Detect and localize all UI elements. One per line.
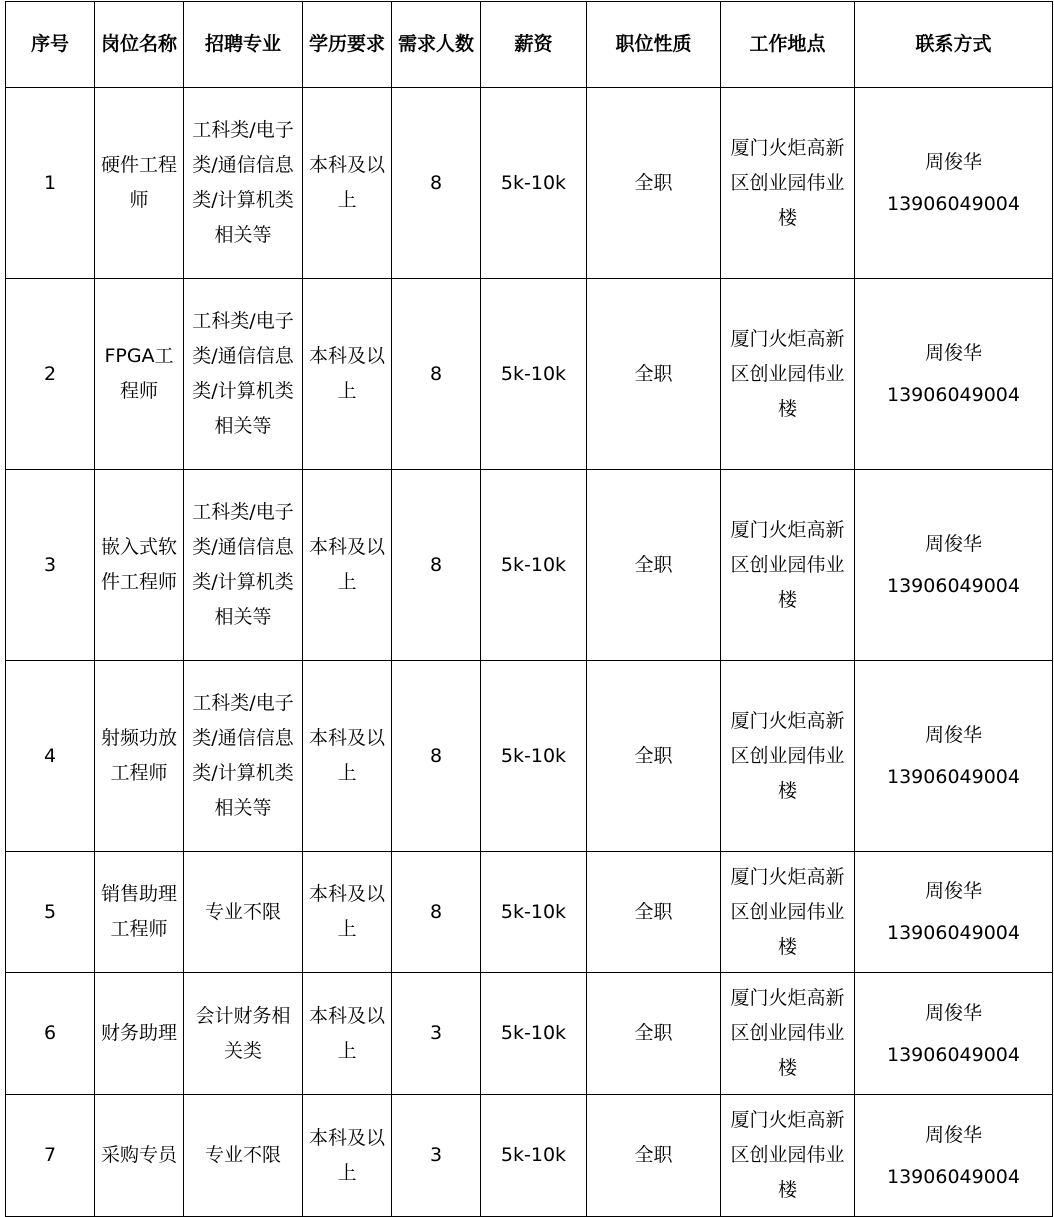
row-education: 本科及以上 xyxy=(303,1095,392,1217)
row-position: 射频功放工程师 xyxy=(95,661,184,852)
header-row xyxy=(6,2,1053,88)
contact-phone: 13906049004 xyxy=(887,1165,1020,1188)
row-job-type: 全职 xyxy=(587,1095,721,1217)
row-position: 嵌入式软件工程师 xyxy=(95,470,184,661)
table-row xyxy=(6,88,1053,279)
table-row xyxy=(6,279,1053,470)
header-education: 学历要求 xyxy=(303,2,392,88)
row-position: 硬件工程师 xyxy=(95,88,184,279)
row-position: 财务助理 xyxy=(95,973,184,1095)
contact-name: 周俊华 xyxy=(924,724,982,746)
row-salary: 5k-10k xyxy=(481,852,587,973)
row-location: 厦门火炬高新区创业园伟业楼 xyxy=(721,973,855,1095)
row-contact xyxy=(855,973,1053,1095)
row-count: 8 xyxy=(392,852,481,973)
contact-phone: 13906049004 xyxy=(887,575,1020,597)
table-row xyxy=(6,1095,1053,1217)
row-salary: 5k-10k xyxy=(481,1095,587,1217)
row-location: 厦门火炬高新区创业园伟业楼 xyxy=(721,1095,855,1217)
row-salary: 5k-10k xyxy=(481,470,587,661)
row-count: 8 xyxy=(392,88,481,279)
row-major: 工科类/电子类/通信信息类/计算机类相关等 xyxy=(184,279,303,470)
row-location: 厦门火炬高新区创业园伟业楼 xyxy=(721,470,855,661)
header-major: 招聘专业 xyxy=(184,2,303,88)
row-education: 本科及以上 xyxy=(303,88,392,279)
row-major: 专业不限 xyxy=(184,1095,303,1217)
row-job-type: 全职 xyxy=(587,973,721,1095)
row-contact xyxy=(855,279,1053,470)
row-contact xyxy=(855,661,1053,852)
row-salary: 5k-10k xyxy=(481,279,587,470)
contact-name: 周俊华 xyxy=(924,1001,982,1024)
table-row xyxy=(6,661,1053,852)
header-location: 工作地点 xyxy=(721,2,855,88)
header-contact: 联系方式 xyxy=(855,2,1053,88)
row-education: 本科及以上 xyxy=(303,852,392,973)
row-location: 厦门火炬高新区创业园伟业楼 xyxy=(721,661,855,852)
contact-name: 周俊华 xyxy=(924,1123,982,1146)
header-no: 序号 xyxy=(6,2,95,88)
row-education: 本科及以上 xyxy=(303,973,392,1095)
row-job-type: 全职 xyxy=(587,279,721,470)
contact-phone: 13906049004 xyxy=(887,384,1020,406)
row-major: 工科类/电子类/通信信息类/计算机类相关等 xyxy=(184,661,303,852)
row-no: 2 xyxy=(6,279,95,470)
row-job-type: 全职 xyxy=(587,852,721,973)
row-job-type: 全职 xyxy=(587,88,721,279)
row-major: 工科类/电子类/通信信息类/计算机类相关等 xyxy=(184,470,303,661)
row-position: FPGA工程师 xyxy=(95,279,184,470)
row-no: 5 xyxy=(6,852,95,973)
row-major: 专业不限 xyxy=(184,852,303,973)
header-count: 需求人数 xyxy=(392,2,481,88)
row-count: 3 xyxy=(392,973,481,1095)
row-no: 4 xyxy=(6,661,95,852)
row-education: 本科及以上 xyxy=(303,661,392,852)
header-position: 岗位名称 xyxy=(95,2,184,88)
row-count: 8 xyxy=(392,470,481,661)
contact-phone: 13906049004 xyxy=(887,193,1020,215)
header-job-type: 职位性质 xyxy=(587,2,721,88)
row-count: 8 xyxy=(392,279,481,470)
row-no: 1 xyxy=(6,88,95,279)
row-salary: 5k-10k xyxy=(481,973,587,1095)
row-no: 7 xyxy=(6,1095,95,1217)
row-location: 厦门火炬高新区创业园伟业楼 xyxy=(721,88,855,279)
contact-name: 周俊华 xyxy=(924,880,982,902)
row-location: 厦门火炬高新区创业园伟业楼 xyxy=(721,852,855,973)
contact-name: 周俊华 xyxy=(924,533,982,555)
row-no: 3 xyxy=(6,470,95,661)
row-education: 本科及以上 xyxy=(303,279,392,470)
row-position: 采购专员 xyxy=(95,1095,184,1217)
row-major: 工科类/电子类/通信信息类/计算机类相关等 xyxy=(184,88,303,279)
row-major: 会计财务相关类 xyxy=(184,973,303,1095)
row-contact xyxy=(855,88,1053,279)
contact-phone: 13906049004 xyxy=(887,766,1020,788)
row-contact xyxy=(855,852,1053,973)
row-no: 6 xyxy=(6,973,95,1095)
contact-name: 周俊华 xyxy=(924,151,982,173)
row-contact xyxy=(855,1095,1053,1217)
table-row xyxy=(6,470,1053,661)
row-job-type: 全职 xyxy=(587,470,721,661)
row-contact xyxy=(855,470,1053,661)
recruitment-table xyxy=(5,1,1053,1217)
row-location: 厦门火炬高新区创业园伟业楼 xyxy=(721,279,855,470)
row-position: 销售助理工程师 xyxy=(95,852,184,973)
row-count: 3 xyxy=(392,1095,481,1217)
row-education: 本科及以上 xyxy=(303,470,392,661)
row-salary: 5k-10k xyxy=(481,88,587,279)
row-count: 8 xyxy=(392,661,481,852)
contact-name: 周俊华 xyxy=(924,342,982,364)
table-row xyxy=(6,973,1053,1095)
row-salary: 5k-10k xyxy=(481,661,587,852)
table-row xyxy=(6,852,1053,973)
row-job-type: 全职 xyxy=(587,661,721,852)
contact-phone: 13906049004 xyxy=(887,922,1020,944)
header-salary: 薪资 xyxy=(481,2,587,88)
contact-phone: 13906049004 xyxy=(887,1043,1020,1066)
